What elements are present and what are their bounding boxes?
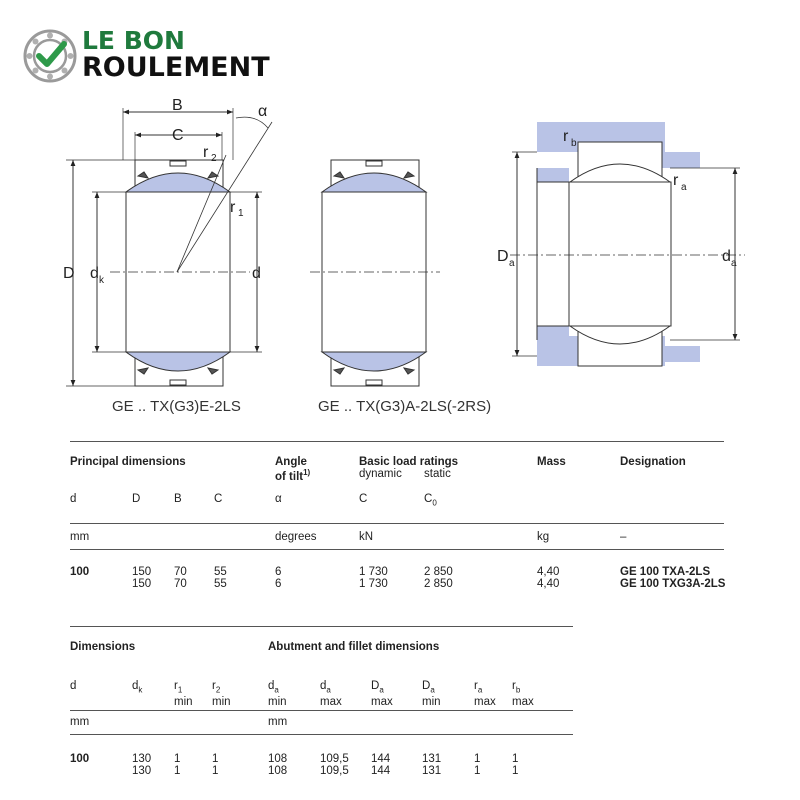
unit-mm-abutment: mm (268, 716, 288, 728)
sym-rb-max: $r_b$ max (512, 680, 534, 709)
svg-text:a: a (681, 182, 687, 193)
logo (22, 26, 302, 86)
label-Da: D (497, 248, 509, 265)
label-D: D (63, 265, 75, 282)
header-angle: Angle (275, 456, 307, 468)
svg-text:2: 2 (211, 153, 217, 164)
header-principal-dimensions: Principal dimensions (70, 456, 186, 468)
svg-text:1: 1 (238, 208, 244, 219)
d-value: 100 (70, 753, 90, 765)
unit-designation: – (620, 531, 627, 543)
sym-da-max: $d_a$ max (320, 680, 342, 709)
header-mass: Mass (537, 456, 566, 468)
header-dimensions: Dimensions (70, 641, 136, 653)
label-B: B (172, 97, 183, 114)
label-da: d (722, 248, 731, 265)
bearing-drawings (0, 90, 800, 430)
unit-kg: kg (537, 531, 550, 543)
sym-C-dyn: C (359, 493, 368, 505)
label-r1: r (230, 199, 236, 216)
bearing-drawing-e-2ls (66, 108, 272, 386)
mounting-drawing (510, 122, 745, 366)
caption-left: GE .. TX(G3)E-2LS (112, 398, 241, 415)
label-rb: r (563, 128, 569, 145)
label-ra: r (673, 172, 679, 189)
svg-text:a: a (509, 258, 515, 269)
sym-alpha: α (275, 493, 282, 505)
sym-da-min: $d_a$ min (268, 680, 287, 709)
sym-dk: $d_k$ (132, 680, 143, 695)
label-d: d (252, 265, 261, 282)
sym-C0: $C_0$ (424, 493, 437, 508)
svg-text:a: a (731, 258, 737, 269)
sym-Da-min: $D_a$ min (422, 680, 441, 709)
caption-middle: GE .. TX(G3)A-2LS(-2RS) (318, 398, 492, 415)
logo-line-1: LE BON (82, 26, 185, 55)
svg-text:k: k (99, 275, 104, 286)
sym-r2-min: $r_2$ min (212, 680, 231, 709)
header-dynamic: dynamic (359, 468, 402, 480)
unit-mm: mm (70, 531, 90, 543)
label-dk: d (90, 265, 99, 282)
sym-d: d (70, 493, 77, 505)
sym-r1-min: $r_1$ min (174, 680, 193, 709)
sym-d: d (70, 680, 77, 692)
svg-text:b: b (571, 138, 577, 149)
label-C: C (172, 127, 184, 144)
unit-degrees: degrees (275, 531, 317, 543)
sym-ra-max: $r_a$ max (474, 680, 496, 709)
unit-mm-dimensions: mm (70, 716, 90, 728)
label-r2: r (203, 144, 209, 161)
sym-B: B (174, 493, 182, 505)
d-value: 100 (70, 566, 90, 578)
header-basic-load: Basic load ratings (359, 456, 459, 468)
unit-kn: kN (359, 531, 374, 543)
header-static: static (424, 468, 451, 480)
sym-C: C (214, 493, 223, 505)
bearing-drawing-a-2ls (310, 160, 440, 386)
label-alpha: α (258, 103, 268, 120)
sym-Da-max: $D_a$ max (371, 680, 393, 709)
sym-D: D (132, 493, 141, 505)
header-angle-2: of tilt$^{1)}$ (275, 468, 311, 483)
header-abutment: Abutment and fillet dimensions (268, 641, 440, 653)
bearing-logo-icon (22, 28, 78, 84)
logo-line-2: ROULEMENT (82, 52, 270, 83)
header-designation: Designation (620, 456, 686, 468)
